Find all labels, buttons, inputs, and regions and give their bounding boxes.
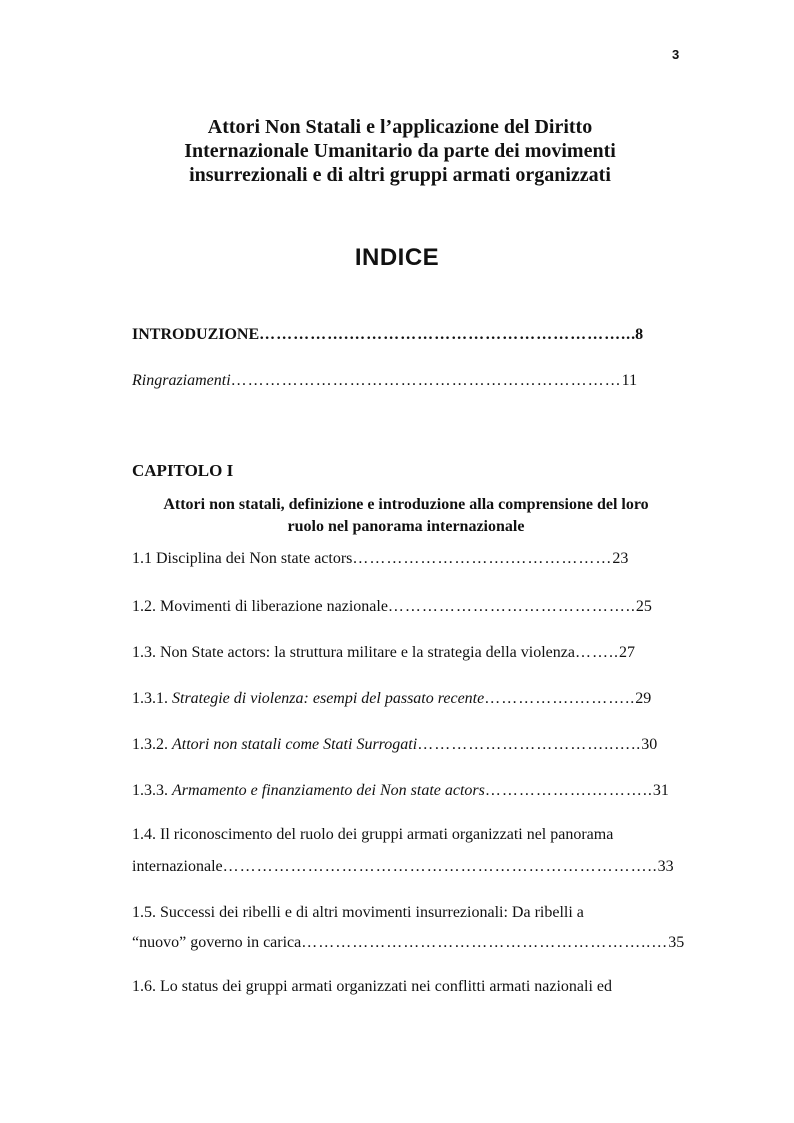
toc-label: Ringraziamenti bbox=[132, 372, 231, 389]
toc-label: Successi dei ribelli e di altri movimenti insurrezionali: Da ribelli a bbox=[160, 904, 584, 921]
toc-leader: …………………………………….. bbox=[387, 598, 636, 615]
toc-label: Attori non statali come Stati Surrogati bbox=[172, 736, 418, 753]
toc-leader: …….. bbox=[574, 644, 619, 661]
toc-entry[interactable] bbox=[132, 597, 680, 617]
toc-number: 1.3.1. bbox=[132, 690, 172, 707]
toc-number: 1.1 bbox=[132, 550, 156, 567]
page-number: 3 bbox=[672, 47, 680, 62]
toc-entry[interactable] bbox=[132, 977, 680, 997]
toc-page: 23 bbox=[612, 550, 629, 567]
toc-label: Movimenti di liberazione nazionale bbox=[160, 598, 388, 615]
toc-label: Disciplina dei Non state actors bbox=[156, 550, 353, 567]
toc-leader: …………….………………………………………….. bbox=[259, 326, 632, 343]
chapter-heading: CAPITOLO I bbox=[132, 461, 234, 480]
toc-entry[interactable] bbox=[132, 549, 680, 569]
toc-leader: ……………….……….. bbox=[484, 782, 653, 799]
toc-leader: …………………………………………………………… bbox=[230, 372, 622, 389]
toc-label: “nuovo” governo in carica bbox=[132, 934, 302, 951]
toc-leader: ……………………………..….. bbox=[417, 736, 642, 753]
toc-leader: …………….……….. bbox=[484, 690, 636, 707]
document-title bbox=[150, 115, 650, 187]
toc-entry[interactable] bbox=[132, 643, 680, 663]
toc-entry[interactable] bbox=[132, 689, 680, 709]
toc-entry[interactable] bbox=[132, 857, 680, 877]
toc-page: 31 bbox=[652, 782, 669, 799]
toc-leader: ……………………………………………………..… bbox=[301, 934, 669, 951]
toc-page: 35 bbox=[668, 934, 685, 951]
toc-leader: ……………………….……………… bbox=[352, 550, 613, 567]
toc-page: 33 bbox=[657, 858, 674, 875]
toc-entry[interactable] bbox=[132, 903, 680, 923]
toc-label: Il riconoscimento del ruolo dei gruppi armati organizzati nel panorama bbox=[160, 826, 614, 843]
toc-page: 25 bbox=[635, 598, 652, 615]
chapter-subtitle bbox=[132, 494, 680, 538]
chapter-subtitle-line-2: ruolo nel panorama internazionale bbox=[287, 518, 525, 535]
toc-number: 1.3.3. bbox=[132, 782, 172, 799]
toc-number: 1.3. bbox=[132, 644, 160, 661]
toc-number: 1.4. bbox=[132, 826, 160, 843]
toc-page: 29 bbox=[635, 690, 652, 707]
toc-label: INTRODUZIONE bbox=[132, 326, 260, 343]
toc-entry-acknowledgements[interactable] bbox=[132, 371, 680, 391]
toc-page: 27 bbox=[618, 644, 635, 661]
toc-entry[interactable] bbox=[132, 825, 680, 845]
toc-label: Armamento e finanziamento dei Non state actors bbox=[172, 782, 485, 799]
toc-entry-introduction[interactable] bbox=[132, 325, 680, 345]
toc-label: Strategie di violenza: esempi del passato recente bbox=[172, 690, 485, 707]
toc-page: .8 bbox=[631, 326, 644, 343]
title-line-3: insurrezionali e di altri gruppi armati organizzati bbox=[189, 164, 611, 186]
toc-number: 1.3.2. bbox=[132, 736, 172, 753]
toc-label: internazionale bbox=[132, 858, 223, 875]
toc-entry[interactable] bbox=[132, 735, 680, 755]
toc-page: 30 bbox=[641, 736, 658, 753]
title-line-2: Internazionale Umanitario da parte dei movimenti bbox=[184, 140, 616, 162]
toc-number: 1.2. bbox=[132, 598, 160, 615]
index-heading: INDICE bbox=[354, 244, 440, 271]
toc-entry[interactable] bbox=[132, 781, 680, 801]
toc-label: Non State actors: la struttura militare e la strategia della violenza bbox=[160, 644, 575, 661]
title-line-1: Attori Non Statali e l’applicazione del Diritto bbox=[207, 116, 593, 138]
toc-leader: ………………………………………………………………….. bbox=[222, 858, 658, 875]
toc-entry[interactable] bbox=[132, 933, 685, 953]
toc-number: 1.6. bbox=[132, 978, 160, 995]
toc-page: 11 bbox=[621, 372, 638, 389]
chapter-subtitle-line-1: Attori non statali, definizione e introduzione alla comprensione del loro bbox=[163, 496, 649, 513]
toc-number: 1.5. bbox=[132, 904, 160, 921]
toc-label: Lo status dei gruppi armati organizzati nei conflitti armati nazionali ed bbox=[160, 978, 612, 995]
